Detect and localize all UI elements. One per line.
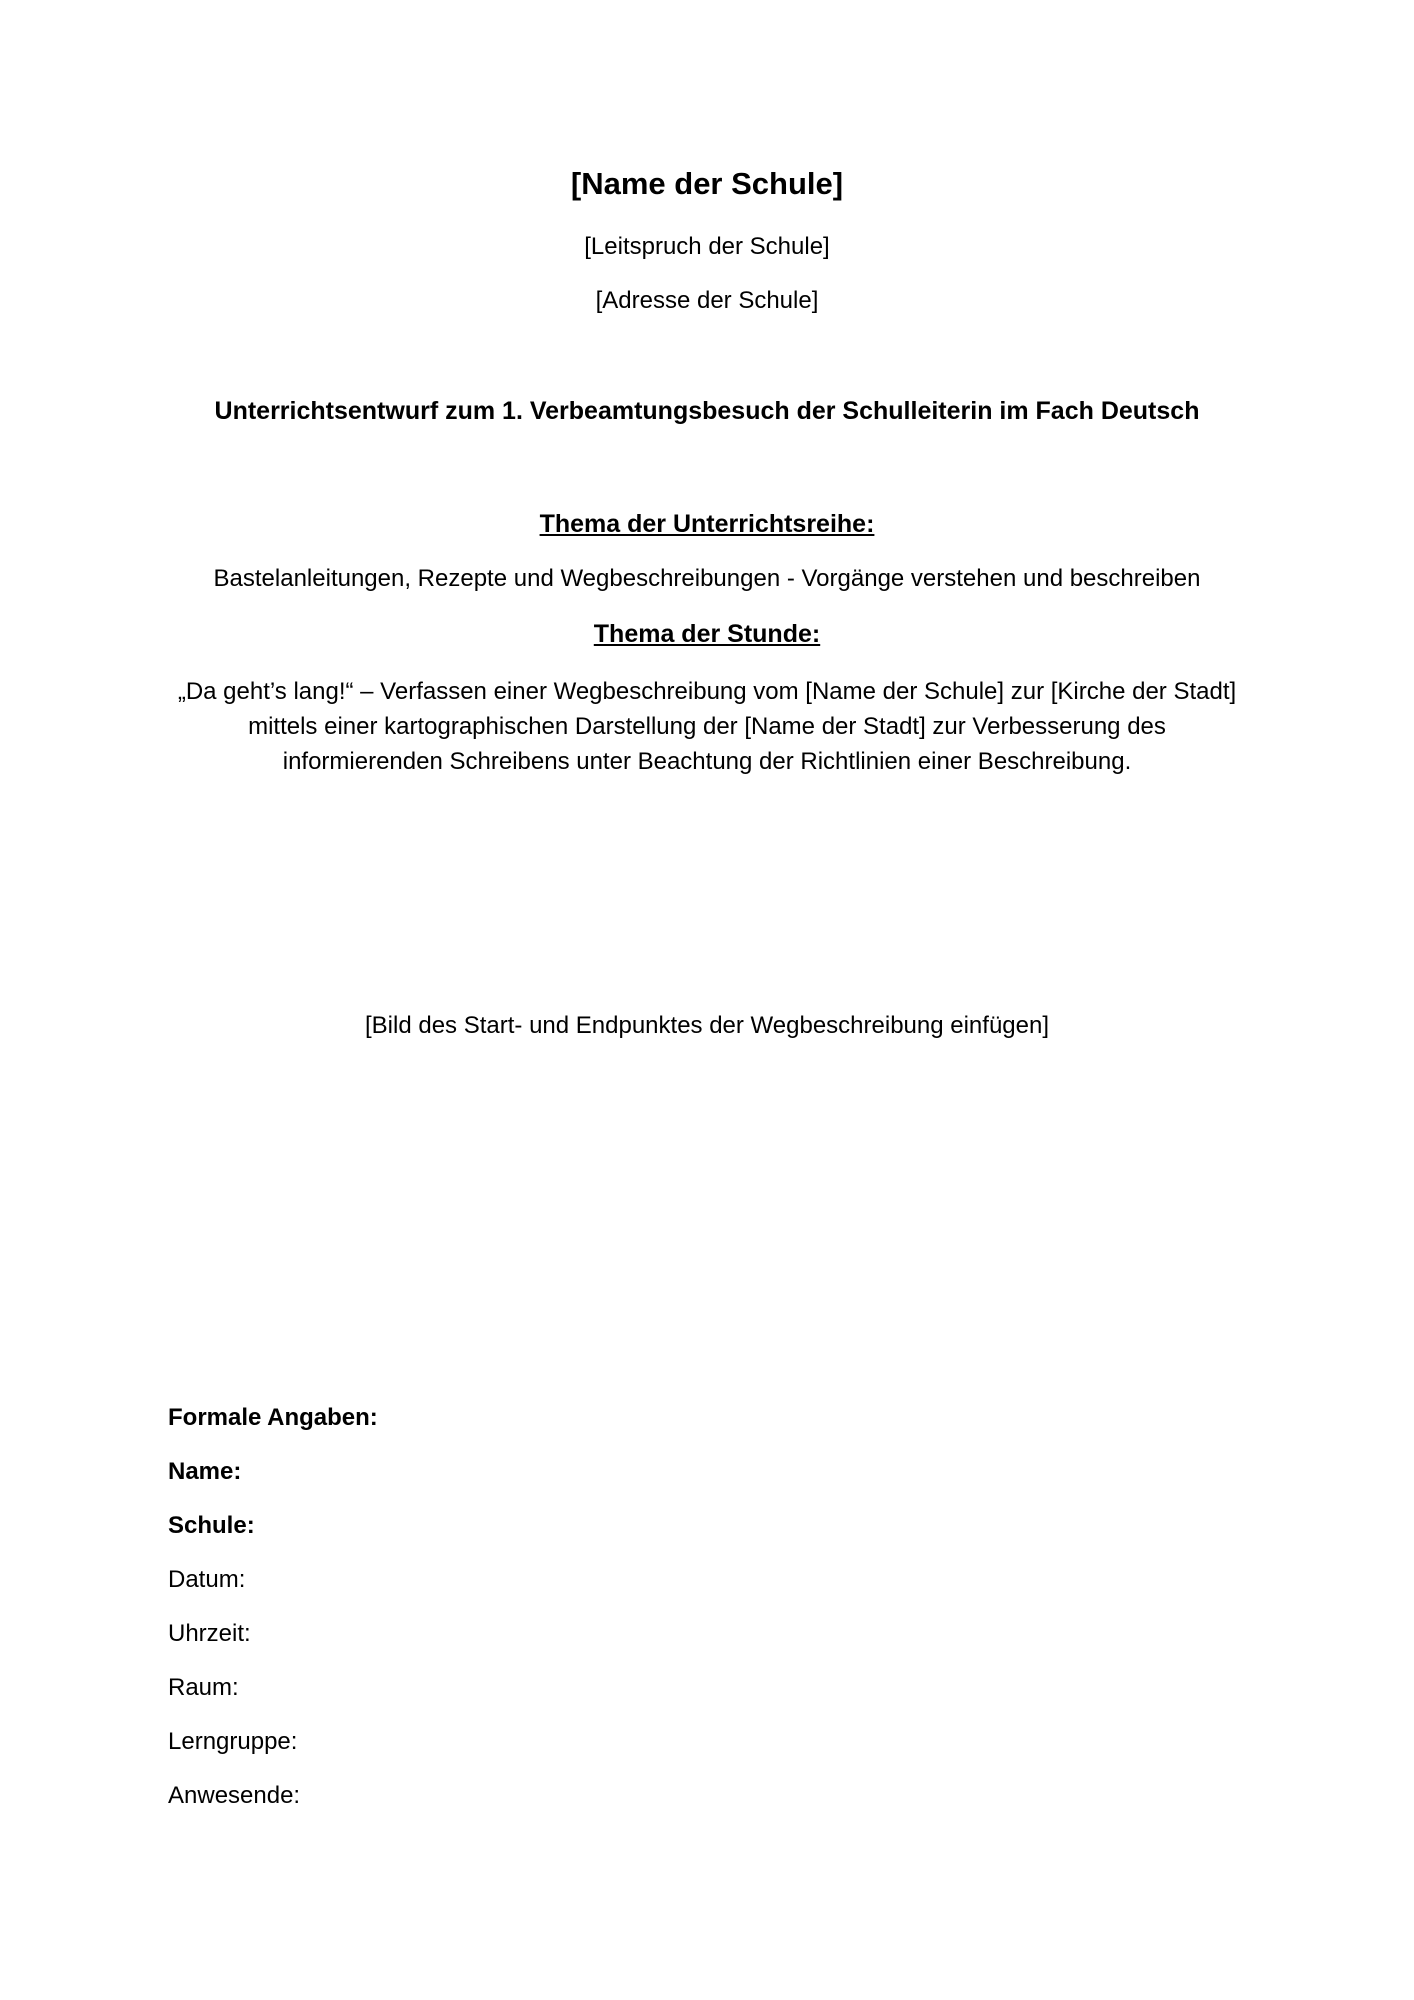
series-text: Bastelanleitungen, Rezepte und Wegbeschreibungen - Vorgänge verstehen und beschreiben <box>213 565 1201 592</box>
lesson-text-line: mittels einer kartographischen Darstellung der [Name der Stadt] zur Verbesserung des <box>248 713 1166 740</box>
present-label: Anwesende: <box>168 1782 301 1809</box>
time-label: Uhrzeit: <box>168 1620 251 1647</box>
date-label: Datum: <box>168 1566 246 1593</box>
lesson-heading: Thema der Stunde: <box>593 620 821 648</box>
school-name: [Name der Schule] <box>570 166 844 201</box>
school-motto: [Leitspruch der Schule] <box>584 233 830 260</box>
lesson-text-line: „Da geht’s lang!“ – Verfassen einer Wegbeschreibung vom [Name der Schule] zur [Kirche der Stadt] <box>177 678 1237 705</box>
group-label: Lerngruppe: <box>168 1728 298 1755</box>
name-label: Name: <box>168 1458 242 1485</box>
image-placeholder: [Bild des Start- und Endpunktes der Wegbeschreibung einfügen] <box>365 1012 1049 1039</box>
series-heading: Thema der Unterrichtsreihe: <box>539 510 875 538</box>
room-label: Raum: <box>168 1674 239 1701</box>
formal-heading: Formale Angaben: <box>168 1404 378 1431</box>
document-title: Unterrichtsentwurf zum 1. Verbeamtungsbesuch der Schulleiterin im Fach Deutsch <box>214 397 1200 425</box>
lesson-text-line: informierenden Schreibens unter Beachtung der Richtlinien einer Beschreibung. <box>282 748 1132 775</box>
school-label: Schule: <box>168 1512 255 1539</box>
lesson-text <box>0 674 1414 779</box>
school-address: [Adresse der Schule] <box>595 287 819 314</box>
